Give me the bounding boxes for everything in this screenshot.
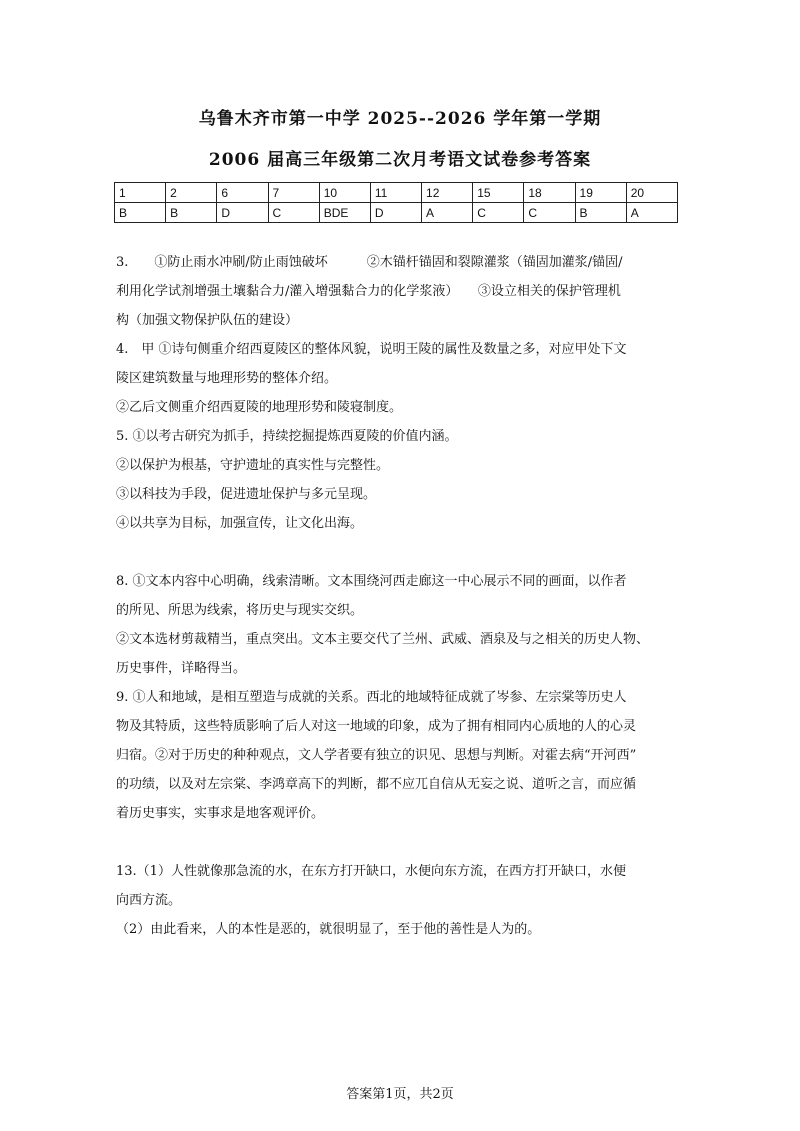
- answer-line: ②乙后文侧重介绍西夏陵的地理形势和陵寝制度。: [116, 400, 403, 415]
- question-number-cell: 1: [115, 183, 166, 203]
- answer-line: ②文本选材剪裁精当，重点突出。文本主要交代了兰州、武威、酒泉及与之相关的历史人物、: [116, 632, 650, 647]
- answer-line: 陵区建筑数量与地理形势的整体介绍。: [116, 371, 338, 386]
- answer-cell: B: [575, 203, 626, 223]
- answer-line: 着历史事实，实事求是地客观评价。: [116, 806, 325, 821]
- answer-line: 向西方流。: [116, 893, 182, 908]
- question-number-cell: 12: [422, 183, 473, 203]
- answer-q3: [116, 248, 686, 335]
- question-number-cell: 11: [370, 183, 421, 203]
- answer-q5: [116, 422, 686, 538]
- answer-line: 4. 甲 ①诗句侧重介绍西夏陵区的整体风貌，说明王陵的属性及数量之多，对应甲处下文: [116, 342, 627, 357]
- answer-line: 的所见、所思为线索，将历史与现实交织。: [116, 603, 364, 618]
- answer-cell: A: [626, 203, 677, 223]
- answer-q8: [116, 567, 686, 683]
- answer-table: [114, 182, 678, 223]
- answer-cell: D: [370, 203, 421, 223]
- answer-line: 13.（1）人性就像那急流的水，在东方打开缺口，水便向东方流，在西方打开缺口，水便: [116, 864, 626, 879]
- answer-line: 3. ①防止雨水冲刷/防止雨蚀破坏 ②木锚杆锚固和裂隙灌浆（锚固加灌浆/锚固/: [116, 255, 623, 270]
- school-title: 乌鲁木齐市第一中学 2025--2026 学年第一学期: [198, 109, 602, 129]
- paragraph-gap: [116, 828, 686, 857]
- answer-line: ④以共享为目标，加强宣传，让文化出海。: [116, 516, 364, 531]
- question-number-cell: 10: [319, 183, 370, 203]
- exam-title: 2006 届高三年级第二次月考语文试卷参考答案: [208, 150, 592, 170]
- answer-cell: C: [524, 203, 575, 223]
- answer-cell: B: [115, 203, 166, 223]
- answer-line: 历史事件，详略得当。: [116, 661, 247, 676]
- question-number-cell: 7: [268, 183, 319, 203]
- question-number-cell: 20: [626, 183, 677, 203]
- answer-cell: BDE: [319, 203, 370, 223]
- question-number-cell: 18: [524, 183, 575, 203]
- answer-line: 8. ①文本内容中心明确，线索清晰。文本围绕河西走廊这一中心展示不同的画面，以作者: [116, 574, 627, 589]
- answer-cell: A: [422, 203, 473, 223]
- answer-line: 5. ①以考古研究为抓手，持续挖掘提炼西夏陵的价值内涵。: [116, 429, 458, 444]
- answer-line: ③以科技为手段，促进遗址保护与多元呈现。: [116, 487, 377, 502]
- answer-line: 利用化学试剂增强土壤黏合力/灌入增强黏合力的化学浆液） ③设立相关的保护管理机: [116, 284, 621, 299]
- answer-line: ②以保护为根基，守护遗址的真实性与完整性。: [116, 458, 390, 473]
- answer-line: 构（加强文物保护队伍的建设）: [116, 313, 299, 328]
- question-number-cell: 6: [217, 183, 268, 203]
- answer-line: （2）由此看来，人的本性是恶的，就很明显了，至于他的善性是人为的。: [116, 922, 541, 937]
- answer-q9: [116, 683, 686, 828]
- answer-table-answer-row: [115, 203, 678, 223]
- question-number-cell: 2: [166, 183, 217, 203]
- answer-line: 物及其特质，这些特质影响了后人对这一地域的印象，成为了拥有相同内心质地的人的心灵: [116, 719, 637, 734]
- answer-cell: C: [268, 203, 319, 223]
- answer-line: 9. ①人和地域，是相互塑造与成就的关系。西北的地域特征成就了岑参、左宗棠等历史人: [116, 690, 627, 705]
- question-number-cell: 19: [575, 183, 626, 203]
- answer-cell: D: [217, 203, 268, 223]
- page-footer: 答案第1页，共2页: [346, 1087, 454, 1102]
- answer-q13: [116, 857, 686, 944]
- answer-table-question-row: [115, 183, 678, 203]
- answer-body: [116, 248, 686, 944]
- answer-line: 归宿。②对于历史的种种观点，文人学者要有独立的识见、思想与判断。对霍去病“开河西”: [116, 748, 637, 763]
- answer-line: 的功绩，以及对左宗棠、李鸿章高下的判断，都不应兀自信从无妄之说、道听之言，而应循: [116, 777, 637, 792]
- answer-cell: C: [473, 203, 524, 223]
- answer-q4: [116, 335, 686, 422]
- question-number-cell: 15: [473, 183, 524, 203]
- answer-cell: B: [166, 203, 217, 223]
- paragraph-gap: [116, 538, 686, 567]
